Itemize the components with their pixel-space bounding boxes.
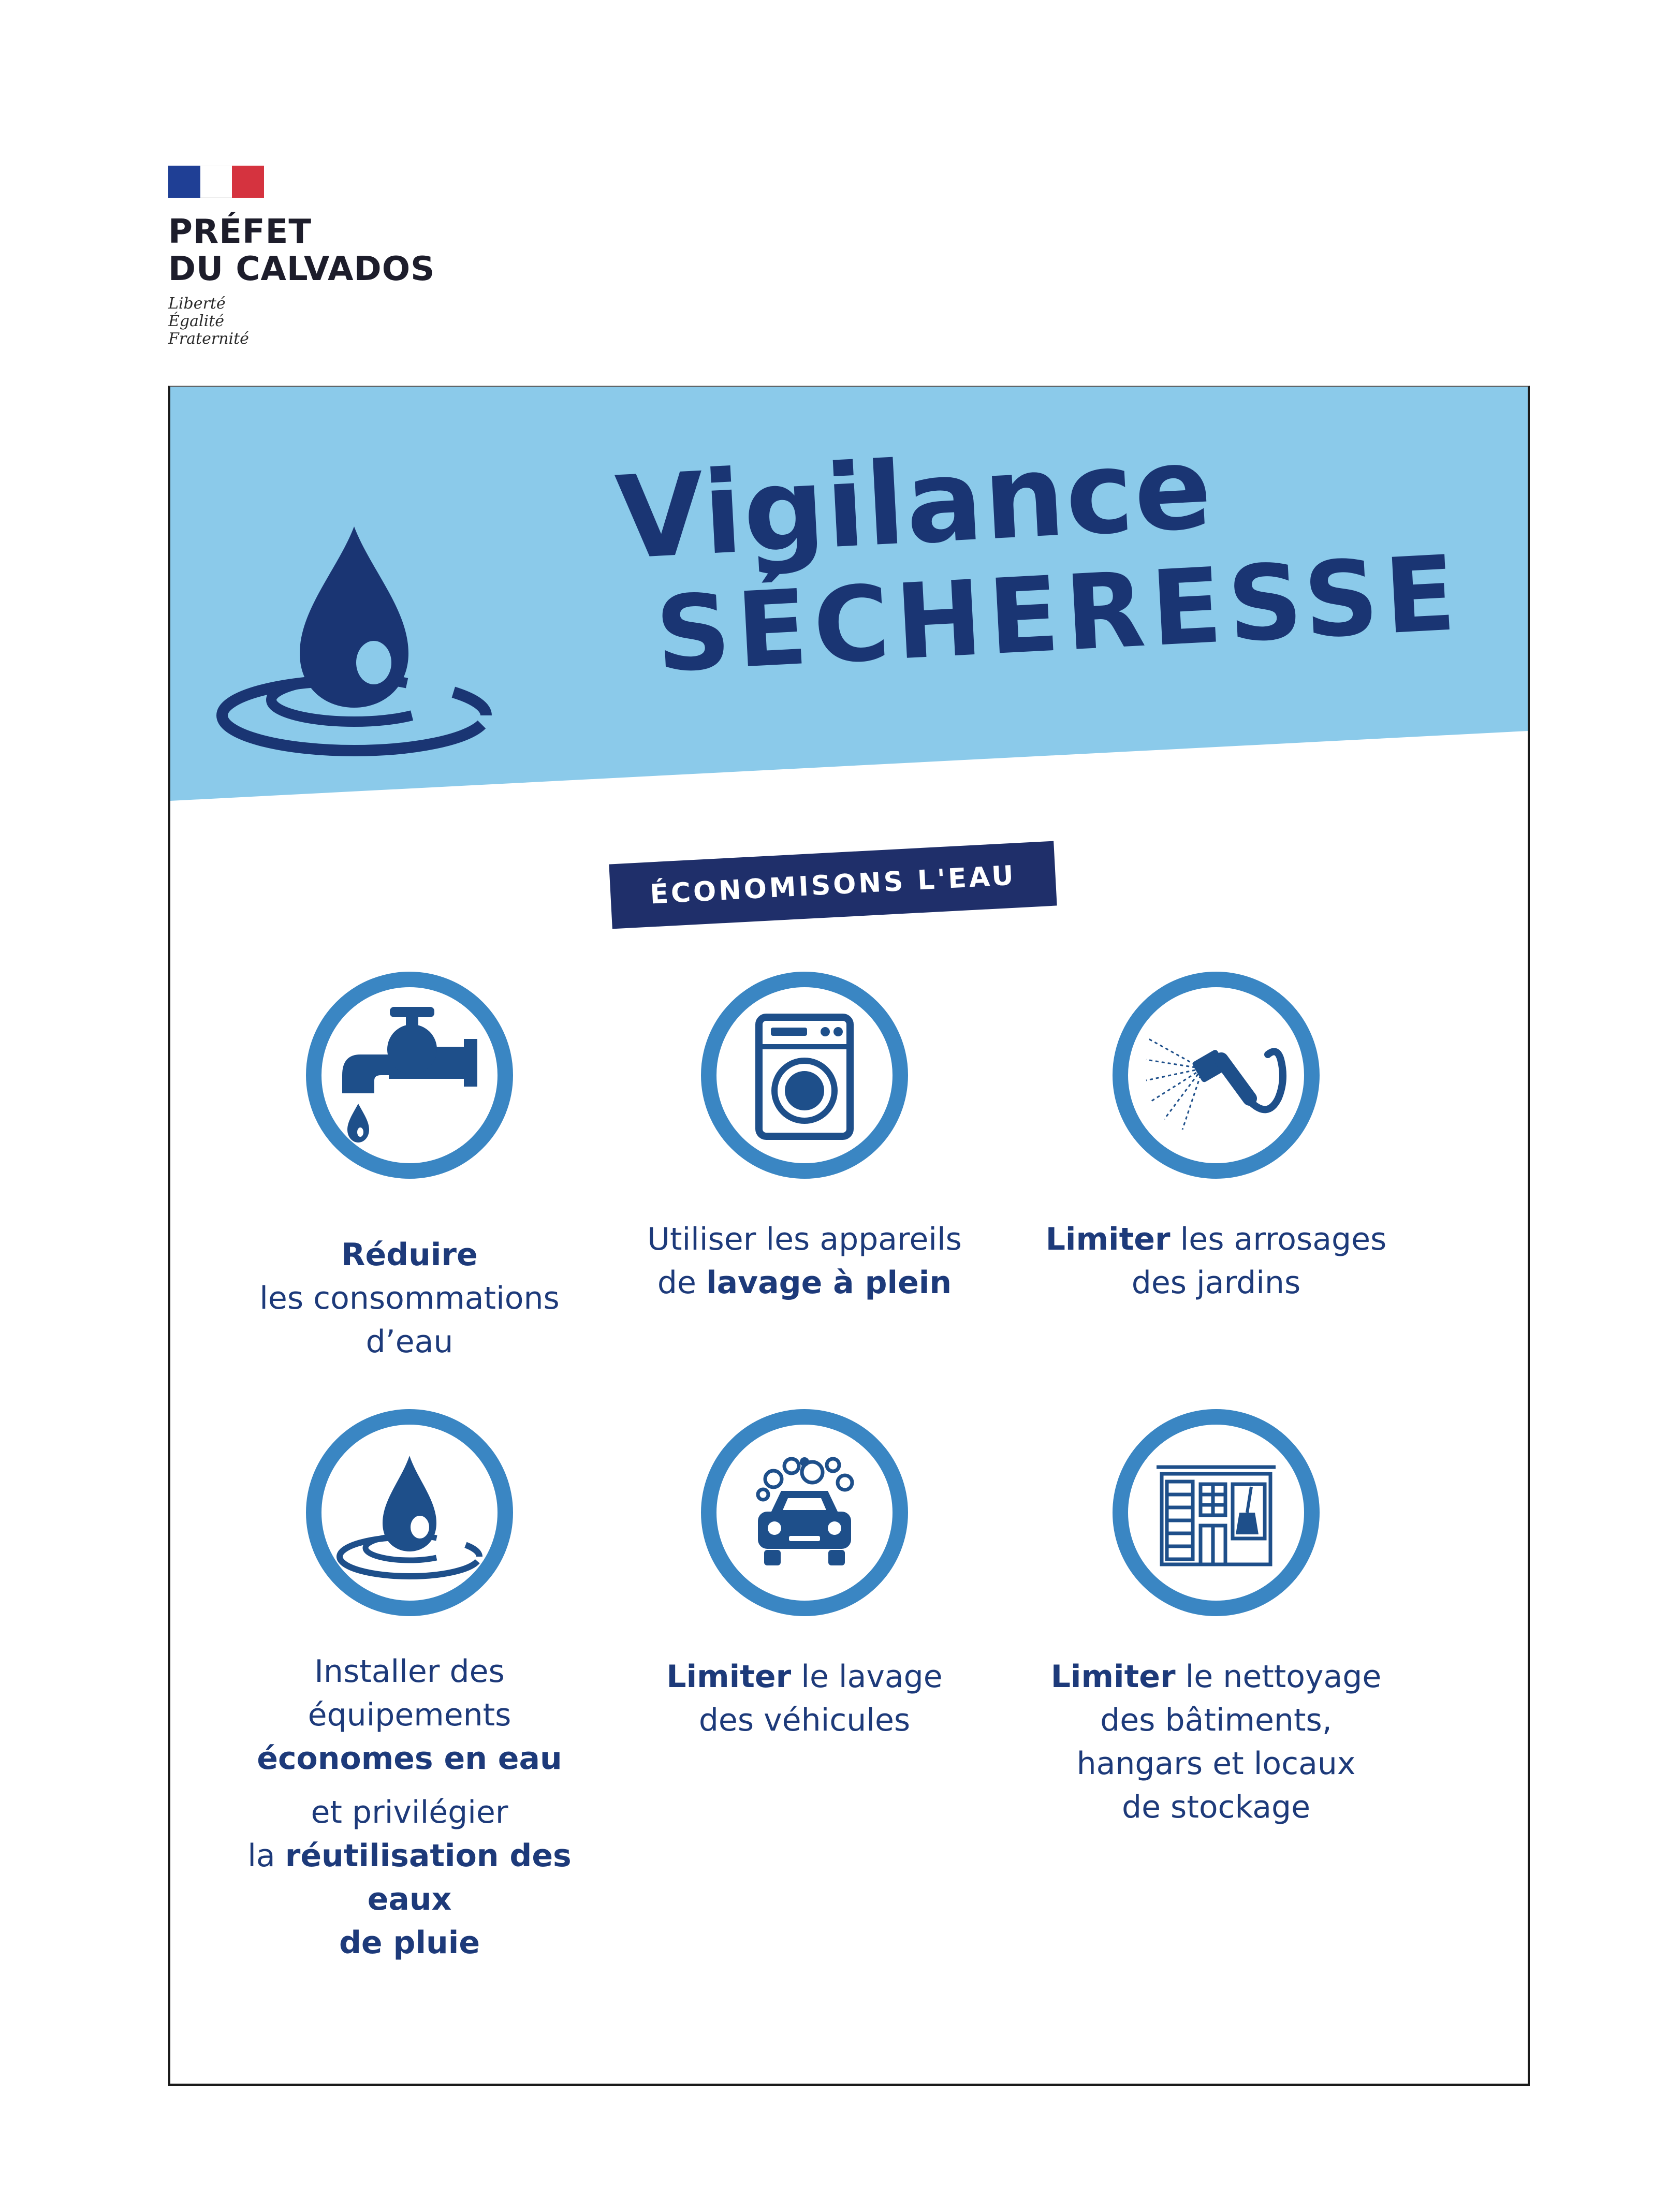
caption-bold: économes en eau	[257, 1740, 562, 1777]
caption-bold: réutilisation des eaux	[285, 1838, 572, 1917]
caption-text: le nettoyage	[1175, 1659, 1382, 1695]
tip-icon-circle	[701, 1409, 908, 1616]
car-wash-icon	[727, 1435, 882, 1590]
tip-full-load-washing	[608, 972, 1001, 1305]
tip-limit-garden-watering	[1019, 972, 1413, 1305]
tip-water-saving-equipment	[213, 1409, 606, 1965]
caption-line: Utiliser les appareils	[647, 1221, 962, 1257]
tip-caption	[608, 1655, 1001, 1742]
tips-grid	[170, 387, 1528, 2084]
garden-hose-icon	[1138, 998, 1294, 1153]
save-water-tag: ÉCONOMISONS L'EAU	[609, 841, 1057, 929]
caption-line: hangars et locaux	[1076, 1746, 1356, 1782]
title-vigilance: Vigilance	[612, 421, 1216, 585]
prefecture-name-line1: PRÉFET	[168, 213, 312, 251]
motto-liberte: Liberté	[168, 295, 226, 313]
caption-text: le lavage	[791, 1659, 943, 1695]
motto-fraternite: Fraternité	[168, 330, 249, 348]
tip-caption	[213, 1233, 606, 1364]
tip-caption	[608, 1218, 1001, 1305]
caption-line: des jardins	[1131, 1265, 1301, 1301]
caption-bold: Limiter	[1045, 1221, 1171, 1257]
tip-icon-circle	[306, 972, 513, 1179]
republic-motto	[168, 295, 435, 348]
caption-line: des bâtiments,	[1100, 1702, 1332, 1738]
tip-limit-building-cleaning	[1019, 1409, 1413, 1829]
water-drop-ripple-icon	[332, 1435, 487, 1590]
tip-icon-circle	[701, 972, 908, 1179]
caption-bold: lavage à plein	[706, 1265, 952, 1301]
caption-bold: Limiter	[666, 1659, 792, 1695]
caption-line: d’eau	[365, 1324, 454, 1360]
tip-reduce-consumption	[213, 972, 606, 1364]
motto-egalite: Égalité	[168, 312, 224, 330]
caption-bold: de pluie	[339, 1925, 480, 1961]
tip-caption	[1019, 1218, 1413, 1305]
building-cleaning-icon	[1138, 1435, 1294, 1590]
caption-line: les consommations	[259, 1280, 560, 1316]
caption-line: Installer des équipements	[308, 1653, 511, 1733]
poster-frame	[168, 386, 1530, 2086]
prefecture-logo	[168, 166, 435, 348]
tip-icon-circle	[1113, 972, 1320, 1179]
title-secheresse: SÉCHERESSE	[653, 533, 1465, 696]
tip-limit-vehicle-washing	[608, 1409, 1001, 1742]
washing-machine-icon	[727, 998, 882, 1153]
faucet-icon	[332, 998, 487, 1153]
caption-line: et privilégier	[311, 1794, 508, 1830]
caption-bold: Limiter	[1050, 1659, 1176, 1695]
caption-text: la	[247, 1838, 285, 1874]
caption-text: de	[657, 1265, 706, 1301]
caption-line: de stockage	[1121, 1789, 1310, 1825]
tip-icon-circle	[1113, 1409, 1320, 1616]
french-flag-icon	[168, 166, 264, 198]
prefecture-name-line2: DU CALVADOS	[168, 250, 435, 288]
caption-text: les arrosages	[1170, 1221, 1387, 1257]
caption-bold: Réduire	[341, 1237, 478, 1273]
caption-line: des véhicules	[698, 1702, 911, 1738]
tip-caption	[1019, 1655, 1413, 1829]
tip-caption	[213, 1650, 606, 1965]
tip-icon-circle	[306, 1409, 513, 1616]
